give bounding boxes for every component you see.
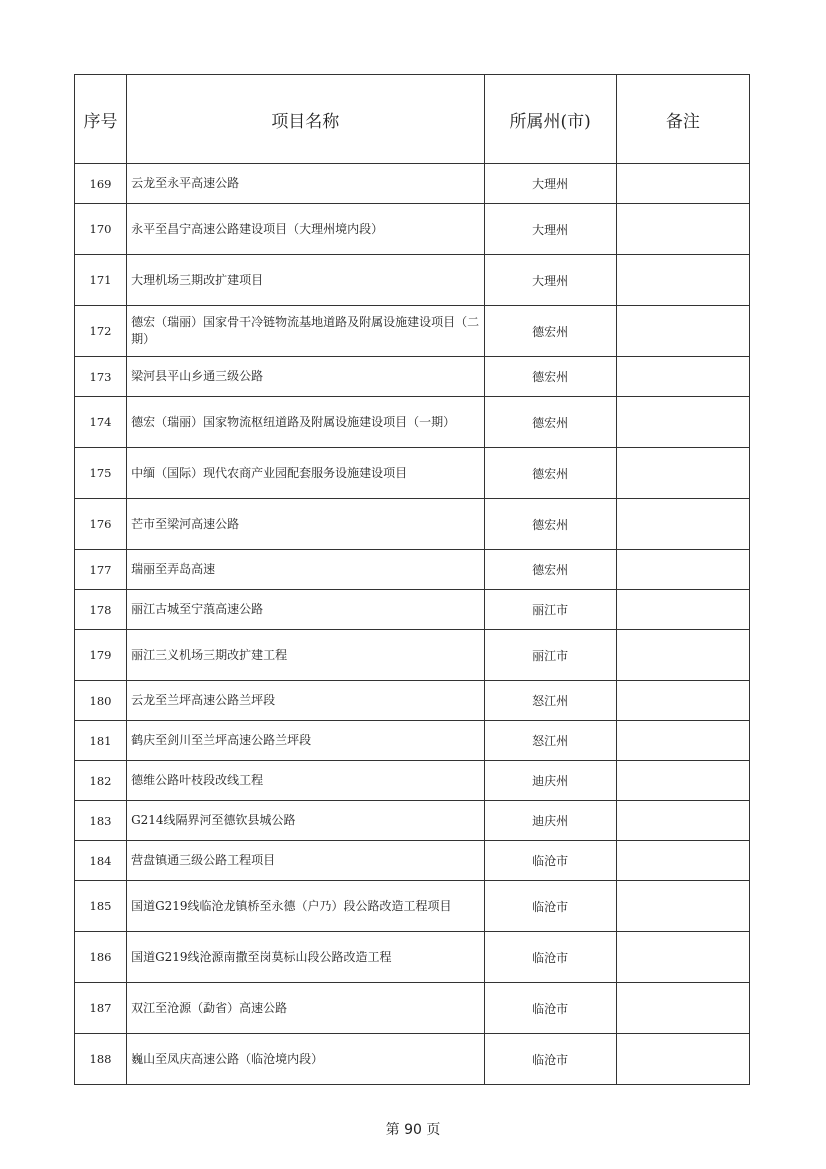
table-row — [75, 1034, 750, 1085]
project-name-cell: 营盘镇通三级公路工程项目 — [127, 841, 485, 881]
project-name-cell: 德宏（瑞丽）国家骨干冷链物流基地道路及附属设施建设项目（二期） — [127, 306, 485, 357]
table-row — [75, 306, 750, 357]
note-cell — [616, 448, 749, 499]
note-cell — [616, 881, 749, 932]
page-number: 第 90 页 — [385, 1122, 441, 1138]
note-cell — [616, 983, 749, 1034]
prefecture-cell: 德宏州 — [484, 499, 616, 550]
prefecture-cell: 丽江市 — [484, 590, 616, 630]
prefecture-cell: 临沧市 — [484, 1034, 616, 1085]
header-prefecture: 所属州(市) — [484, 75, 616, 164]
table-body — [75, 164, 750, 1085]
prefecture-cell: 临沧市 — [484, 881, 616, 932]
note-cell — [616, 164, 749, 204]
row-number-cell: 170 — [75, 204, 127, 255]
project-name-cell: 丽江古城至宁蒗高速公路 — [127, 590, 485, 630]
note-cell — [616, 306, 749, 357]
project-name-cell: 国道G219线沧源南撒至岗莫标山段公路改造工程 — [127, 932, 485, 983]
prefecture-cell: 德宏州 — [484, 448, 616, 499]
project-name-cell: 瑞丽至弄岛高速 — [127, 550, 485, 590]
note-cell — [616, 204, 749, 255]
table-row — [75, 204, 750, 255]
prefecture-cell: 德宏州 — [484, 397, 616, 448]
table-row — [75, 255, 750, 306]
project-name-cell: 丽江三义机场三期改扩建工程 — [127, 630, 485, 681]
table-row — [75, 448, 750, 499]
note-cell — [616, 255, 749, 306]
table-row — [75, 721, 750, 761]
row-number-cell: 179 — [75, 630, 127, 681]
project-name-cell: 鹤庆至剑川至兰坪高速公路兰坪段 — [127, 721, 485, 761]
prefecture-cell: 大理州 — [484, 255, 616, 306]
table-row — [75, 499, 750, 550]
project-table — [74, 74, 750, 1085]
project-name-cell: 永平至昌宁高速公路建设项目（大理州境内段） — [127, 204, 485, 255]
note-cell — [616, 761, 749, 801]
table-row — [75, 590, 750, 630]
prefecture-cell: 丽江市 — [484, 630, 616, 681]
note-cell — [616, 397, 749, 448]
row-number-cell: 176 — [75, 499, 127, 550]
project-name-cell: 梁河县平山乡通三级公路 — [127, 357, 485, 397]
row-number-cell: 184 — [75, 841, 127, 881]
header-no: 序号 — [75, 75, 127, 164]
note-cell — [616, 630, 749, 681]
project-name-cell: 云龙至兰坪高速公路兰坪段 — [127, 681, 485, 721]
table-row — [75, 630, 750, 681]
prefecture-cell: 德宏州 — [484, 357, 616, 397]
project-name-cell: 巍山至凤庆高速公路（临沧境内段） — [127, 1034, 485, 1085]
row-number-cell: 178 — [75, 590, 127, 630]
prefecture-cell: 大理州 — [484, 204, 616, 255]
prefecture-cell: 迪庆州 — [484, 761, 616, 801]
row-number-cell: 177 — [75, 550, 127, 590]
row-number-cell: 171 — [75, 255, 127, 306]
table-row — [75, 761, 750, 801]
row-number-cell: 186 — [75, 932, 127, 983]
prefecture-cell: 怒江州 — [484, 681, 616, 721]
note-cell — [616, 932, 749, 983]
table-row — [75, 881, 750, 932]
project-name-cell: 大理机场三期改扩建项目 — [127, 255, 485, 306]
note-cell — [616, 681, 749, 721]
table-row — [75, 681, 750, 721]
row-number-cell: 188 — [75, 1034, 127, 1085]
table-row — [75, 841, 750, 881]
project-name-cell: 云龙至永平高速公路 — [127, 164, 485, 204]
table-row — [75, 164, 750, 204]
row-number-cell: 180 — [75, 681, 127, 721]
note-cell — [616, 1034, 749, 1085]
note-cell — [616, 357, 749, 397]
row-number-cell: 185 — [75, 881, 127, 932]
prefecture-cell: 临沧市 — [484, 983, 616, 1034]
prefecture-cell: 德宏州 — [484, 306, 616, 357]
project-name-cell: 国道G219线临沧龙镇桥至永德（户乃）段公路改造工程项目 — [127, 881, 485, 932]
table-row — [75, 932, 750, 983]
row-number-cell: 169 — [75, 164, 127, 204]
table-header-row — [75, 75, 750, 164]
table-row — [75, 983, 750, 1034]
table-row — [75, 801, 750, 841]
project-name-cell: 中缅（国际）现代农商产业园配套服务设施建设项目 — [127, 448, 485, 499]
row-number-cell: 174 — [75, 397, 127, 448]
prefecture-cell: 德宏州 — [484, 550, 616, 590]
row-number-cell: 181 — [75, 721, 127, 761]
prefecture-cell: 怒江州 — [484, 721, 616, 761]
project-name-cell: 双江至沧源（勐省）高速公路 — [127, 983, 485, 1034]
project-name-cell: G214线隔界河至德钦县城公路 — [127, 801, 485, 841]
project-name-cell: 芒市至梁河高速公路 — [127, 499, 485, 550]
table-row — [75, 357, 750, 397]
table-row — [75, 397, 750, 448]
header-project-name: 项目名称 — [127, 75, 485, 164]
header-note: 备注 — [616, 75, 749, 164]
note-cell — [616, 801, 749, 841]
row-number-cell: 173 — [75, 357, 127, 397]
table-row — [75, 550, 750, 590]
prefecture-cell: 大理州 — [484, 164, 616, 204]
row-number-cell: 175 — [75, 448, 127, 499]
row-number-cell: 172 — [75, 306, 127, 357]
note-cell — [616, 550, 749, 590]
prefecture-cell: 迪庆州 — [484, 801, 616, 841]
project-name-cell: 德维公路叶枝段改线工程 — [127, 761, 485, 801]
row-number-cell: 183 — [75, 801, 127, 841]
row-number-cell: 187 — [75, 983, 127, 1034]
note-cell — [616, 721, 749, 761]
row-number-cell: 182 — [75, 761, 127, 801]
prefecture-cell: 临沧市 — [484, 932, 616, 983]
prefecture-cell: 临沧市 — [484, 841, 616, 881]
note-cell — [616, 499, 749, 550]
note-cell — [616, 841, 749, 881]
note-cell — [616, 590, 749, 630]
project-name-cell: 德宏（瑞丽）国家物流枢纽道路及附属设施建设项目（一期） — [127, 397, 485, 448]
